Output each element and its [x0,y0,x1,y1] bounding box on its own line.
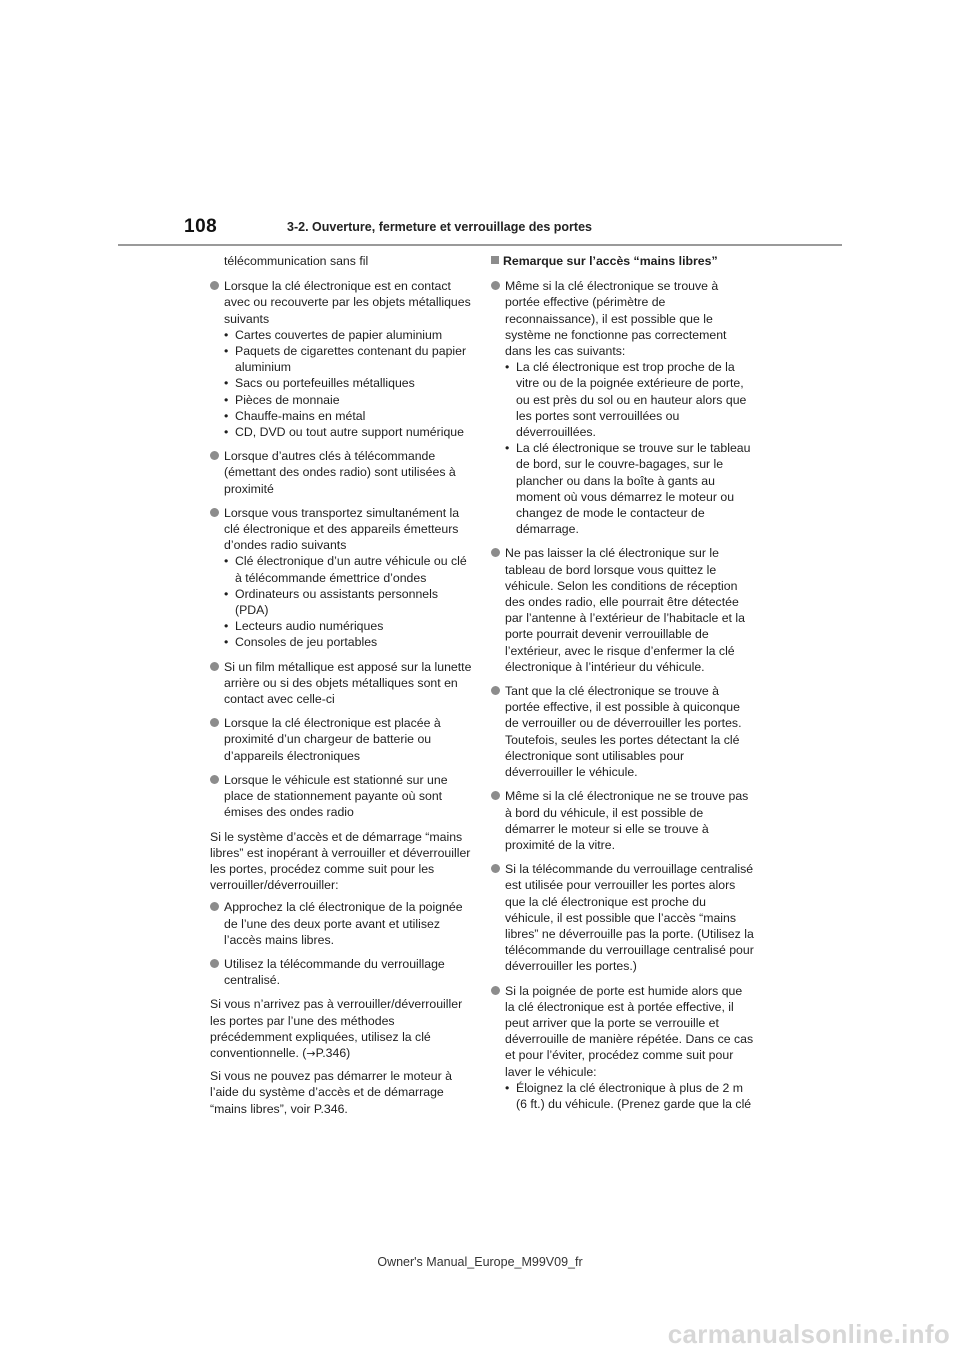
square-bullet-icon [491,256,499,264]
page-header [118,212,842,246]
bullet-block-metal-film [210,659,472,708]
sub-list [505,359,755,537]
bullet-dot-icon [210,281,219,290]
page-footer: Owner's Manual_Europe_M99V09_fr [377,1255,583,1269]
list-item: • Cartes couvertes de papier aluminium [224,327,472,343]
bullet-text: Même si la clé électronique se trouve à portée effective (périmètre de reconnaissance), il est possible que le système ne fonctionne pas correctement dans les cas suivants: [505,279,727,359]
bullet-dot-icon [210,902,219,911]
bullet-block-metal-contact [210,278,472,440]
bullet-block-charger [210,715,472,764]
bullet-text: Lorsque d’autres clés à télécommande (émettant des ondes radio) sont utilisées à proximité [224,449,456,496]
list-item: • Éloignez la clé électronique à plus de 2 m (6 ft.) du véhicule. (Prenez garde que la clé [505,1080,755,1112]
bullet-block-wet-handle [491,983,755,1113]
bullet-block-remote-lock [491,861,755,974]
list-item: • La clé électronique est trop proche de la vitre ou de la poignée extérieure de porte, ou est près du sol ou en hauteur alors que les portes sont verrouillées ou déverrouillées. [505,359,755,440]
sub-list [505,1080,755,1112]
bullet-dot-icon [210,451,219,460]
list-item: • Ordinateurs ou assistants personnels (PDA) [224,586,472,618]
bullet-text: Si la poignée de porte est humide alors que la clé électronique est à portée effective, il peut arriver que la porte se verrouille et déverrouille de manière répétée. Dans ce cas et pour l’éviter, procédez comme suit pour laver le véhicule: [505,983,754,1079]
subheading-text: Remarque sur l’accès “mains libres” [503,254,718,268]
page-reference-link[interactable]: P.346) [315,1045,351,1060]
list-item: • La clé électronique se trouve sur le tableau de bord, sur le couvre-bagages, sur le plancher ou dans la boîte à gants au moment où vous démarrez le moteur ou changez de mode le contacteur de démarrage. [505,440,755,537]
right-column [491,253,755,1120]
bullet-dot-icon [491,864,500,873]
bullet-text: Lorsque le véhicule est stationné sur une place de stationnement payante où sont émises des ondes radio [224,772,448,820]
left-column [210,253,472,1123]
bullet-block-remote [210,956,472,988]
bullet-dot-icon [210,718,219,727]
bullet-dot-icon [491,791,500,800]
bullet-text: Approchez la clé électronique de la poignée de l’une des deux porte avant et utilisez l’accès mains libres. [224,900,463,947]
arrow-right-icon: → [306,1046,316,1060]
bullet-text: Si la télécommande du verrouillage centralisé est utilisée pour verrouiller les portes alors que la clé électronique est proche du véhicule, il est possible que l’accès “mains libres” ne déverrouille pas la porte. (Utilisez la télécommande du verrouillage centralisé pour déverrouiller les portes.) [505,862,754,974]
bullet-block-dashboard [491,545,755,675]
bullet-dot-icon [491,548,500,557]
paragraph-engine-start: Si vous ne pouvez pas démarrer le moteur à l’aide du système d’accès et de démarrage “mains libres”, voir P.346. [210,1069,452,1116]
list-item: • CD, DVD ou tout autre support numérique [224,424,472,440]
paragraph-procedure: Si le système d’accès et de démarrage “mains libres” est inopérant à verrouiller et déverrouiller les portes, procédez comme suit pour les verrouiller/déverrouiller: [210,829,471,893]
continued-text: télécommunication sans fil [224,254,369,268]
bullet-text: Lorsque la clé électronique est en contact avec ou recouverte par les objets métalliques suivants [224,279,471,326]
bullet-block-anyone-lock [491,683,755,780]
bullet-dot-icon [491,686,500,695]
paragraph-mechanical-key [210,996,472,1062]
list-item: • Chauffe-mains en métal [224,408,472,424]
list-item: • Paquets de cigarettes contenant du papier aluminium [224,343,472,375]
bullet-block-approach-key [210,899,472,948]
bullet-block-other-keys [210,448,472,497]
subheading-hands-free [491,253,755,269]
list-item: • Lecteurs audio numériques [224,618,472,634]
bullet-text: Ne pas laisser la clé électronique sur le tableau de bord lorsque vous quittez le véhicule. Selon les conditions de réception des ondes radio, elle pourrait être détectée par l’antenne à l’extérieur de l’habitacle et la porte pourrait devenir verrouillable de l’extérieur, avec le risque d’enfermer la clé électronique à l’intérieur du véhicule. [505,546,745,674]
page-number: 108 [184,216,218,237]
bullet-dot-icon [491,281,500,290]
bullet-block-start-outside [491,788,755,853]
bullet-dot-icon [210,508,219,517]
bullet-dot-icon [491,986,500,995]
list-item: • Consoles de jeu portables [224,634,472,650]
list-item: • Clé électronique d’un autre véhicule ou clé à télécommande émettrice d’ondes [224,553,472,585]
bullet-dot-icon [210,662,219,671]
bullet-text: Tant que la clé électronique se trouve à portée effective, il est possible à quiconque de verrouiller ou de déverrouiller les portes. Toutefois, seules les portes détectant la clé électronique sont utilisables pour déverrouiller le véhicule. [505,684,742,780]
bullet-text: Utilisez la télécommande du verrouillage centralisé. [224,956,445,988]
paragraph-text: Si vous n’arrivez pas à verrouiller/déverrouiller les portes par l’une des méthodes précédemment expliquées, utilisez la clé conventionnelle. ( [210,997,463,1060]
bullet-dot-icon [210,775,219,784]
bullet-block-radio-devices [210,505,472,651]
bullet-block-range [491,278,755,537]
bullet-block-parking [210,772,472,821]
sub-list [224,553,472,650]
bullet-dot-icon [210,959,219,968]
list-item: • Sacs ou portefeuilles métalliques [224,375,472,391]
bullet-text: Lorsque vous transportez simultanément la clé électronique et des appareils émetteurs d’ondes radio suivants [224,505,460,553]
bullet-text: Si un film métallique est apposé sur la lunette arrière ou si des objets métalliques sont en contact avec celle-ci [224,659,472,707]
sub-list [224,327,472,440]
watermark: carmanualsonline.info [667,1319,950,1349]
bullet-text: Lorsque la clé électronique est placée à proximité d’un chargeur de batterie ou d’appareils électroniques [224,716,441,763]
bullet-text: Même si la clé électronique ne se trouve pas à bord du véhicule, il est possible de démarrer le moteur si elle se trouve à proximité de la vitre. [505,789,749,852]
list-item: • Pièces de monnaie [224,392,472,408]
section-title: 3-2. Ouverture, fermeture et verrouillage des portes [287,220,592,234]
